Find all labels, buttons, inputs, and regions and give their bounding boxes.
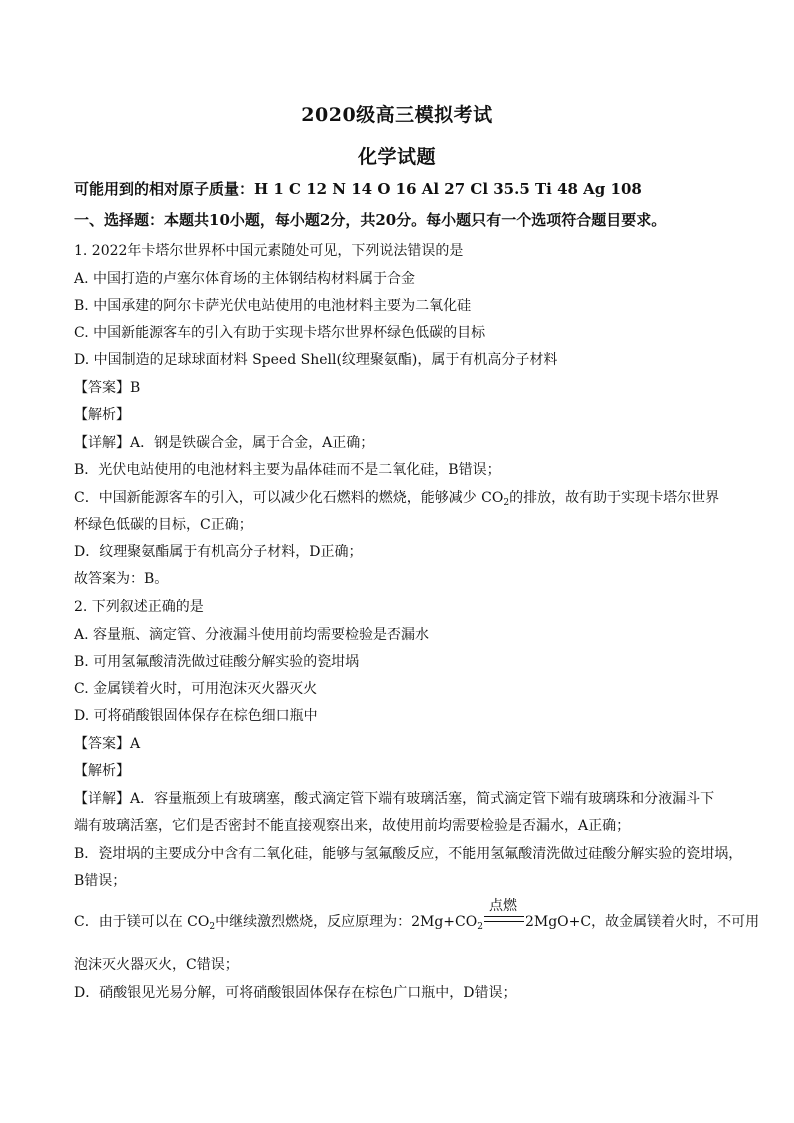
- q2-detail-c-pre: C．由于镁可以在 CO: [74, 914, 210, 930]
- q1-detail-c-post: 的排放，故有助于实现卡塔尔世界: [509, 490, 720, 506]
- q2-detail-b-line2: B错误；: [74, 873, 127, 889]
- q2-detail-c-line2: 泡沫灭火器灭火，C错误；: [74, 957, 239, 973]
- q2-detail-a-line2: 端有玻璃活塞，它们是否密封不能直接观察出来，故使用前均需要检验是否漏水，A正确；: [74, 818, 631, 834]
- q2-detail-a-line1: 【详解】A．容量瓶颈上有玻璃塞，酸式滴定管下端有玻璃活塞，简式滴定管下端有玻璃珠和分液漏斗下: [74, 791, 715, 807]
- q1-detail-c-pre: C．中国新能源客车的引入，可以减少化石燃料的燃烧，能够减少 CO: [74, 490, 504, 506]
- q2-option-d: D. 可将硝酸银固体保存在棕色细口瓶中: [74, 708, 318, 724]
- q2-detail-c-post: 2MgO+C，故金属镁着火时，不可用: [524, 914, 760, 930]
- q1-option-a: A. 中国打造的卢塞尔体育场的主体钢结构材料属于合金: [74, 271, 416, 287]
- q1-detail-b: B．光伏电站使用的电池材料主要为晶体硅而不是二氧化硅，B错误；: [74, 462, 501, 478]
- reaction-arrow: [483, 898, 525, 931]
- q1-detail-c-sub: 2: [503, 498, 510, 508]
- q2-option-b: B. 可用氢氟酸清洗做过硅酸分解实验的瓷坩埚: [74, 654, 360, 670]
- reaction-equals-bar: [484, 916, 524, 922]
- q1-detail-a: 【详解】A．钢是铁碳合金，属于合金，A正确；: [74, 435, 375, 451]
- q1-answer: 【答案】B: [74, 380, 141, 396]
- section-header: 一、选择题：本题共10小题，每小题2分，共20分。每小题只有一个选项符合题目要求。: [74, 211, 667, 229]
- q2-option-c: C. 金属镁着火时，可用泡沫灭火器灭火: [74, 681, 318, 697]
- exam-subtitle: 化学试题: [357, 146, 436, 168]
- q2-analysis-label: 【解析】: [74, 763, 130, 779]
- q2-stem: 2. 下列叙述正确的是: [74, 599, 204, 615]
- q1-option-c: C. 中国新能源客车的引入有助于实现卡塔尔世界杯绿色低碳的目标: [74, 325, 486, 341]
- q1-analysis-label: 【解析】: [74, 407, 130, 423]
- q1-option-d: D. 中国制造的足球球面材料 Speed Shell(纹理聚氨酯)，属于有机高分子材料: [74, 352, 558, 368]
- q2-detail-c-sub1: 2: [209, 922, 216, 932]
- q1-option-b: B. 中国承建的阿尔卡萨光伏电站使用的电池材料主要为二氧化硅: [74, 298, 472, 314]
- q1-detail-c-line1: [74, 489, 734, 512]
- q2-detail-b-line1: B．瓷坩埚的主要成分中含有二氧化硅，能够与氢氟酸反应，不能用氢氟酸清洗做过硅酸分解实验的瓷坩埚，: [74, 846, 743, 862]
- q1-conclusion: 故答案为：B。: [74, 571, 169, 587]
- exam-title: 2020级高三模拟考试: [301, 104, 493, 126]
- q2-option-a: A. 容量瓶、滴定管、分液漏斗使用前均需要检验是否漏水: [74, 627, 430, 643]
- reaction-condition: 点燃: [488, 898, 517, 914]
- atomic-mass-line: 可能用到的相对原子质量：H 1 C 12 N 14 O 16 Al 27 Cl 35.5 Ti 48 Ag 108: [74, 180, 642, 198]
- q2-detail-d: D．硝酸银见光易分解，可将硝酸银固体保存在棕色广口瓶中，D错误；: [74, 985, 517, 1001]
- q1-detail-d: D．纹理聚氨酯属于有机高分子材料，D正确；: [74, 544, 363, 560]
- q2-answer: 【答案】A: [74, 736, 141, 752]
- q1-stem: 1. 2022年卡塔尔世界杯中国元素随处可见，下列说法错误的是: [74, 243, 464, 259]
- q2-detail-c-mid: 中继续激烈燃烧，反应原理为：2Mg+CO: [215, 914, 478, 930]
- q2-detail-c-line1: [74, 898, 760, 936]
- q1-detail-c-line2: 杯绿色低碳的目标，C正确；: [74, 517, 253, 533]
- q2-detail-c-sub2: 2: [477, 922, 483, 932]
